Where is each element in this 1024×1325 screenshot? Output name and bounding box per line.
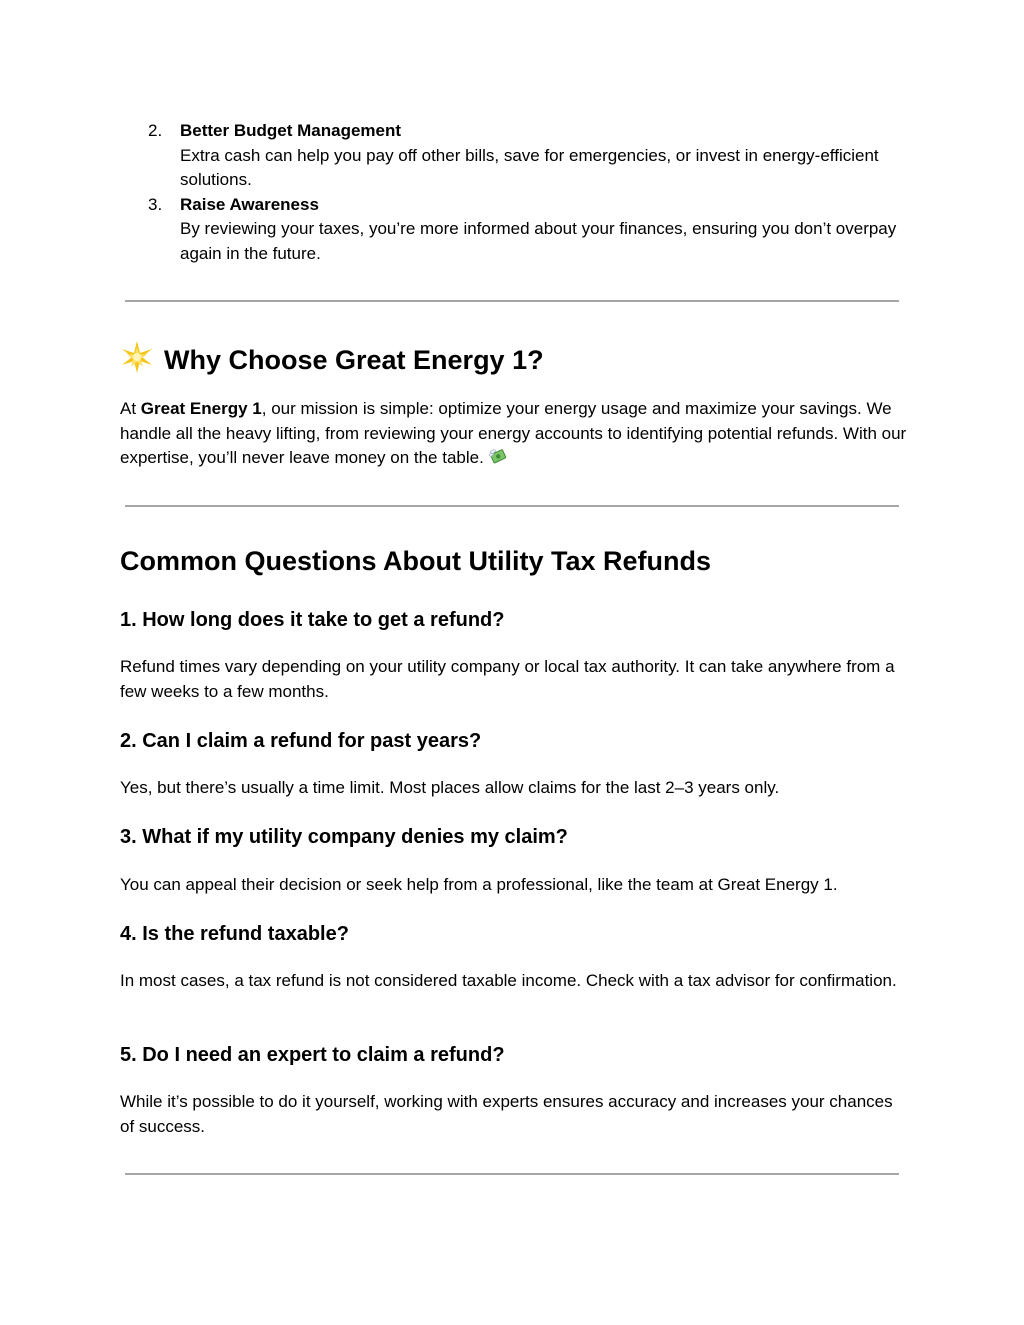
list-item [120, 119, 910, 193]
faq-answer: Yes, but there’s usually a time limit. Most places allow claims for the last 2–3 years only. [120, 778, 780, 797]
list-item-description: Extra cash can help you pay off other bills, save for emergencies, or invest in energy-efficient solutions. [180, 145, 879, 189]
list-item [120, 193, 910, 267]
why-choose-paragraph [120, 397, 910, 471]
faq-question: 2. Can I claim a refund for past years? [120, 730, 482, 752]
list-item-title: Raise Awareness [180, 194, 319, 214]
faq-question: 1. How long does it take to get a refund? [120, 609, 505, 631]
faq-answer: While it’s possible to do it yourself, working with experts ensures accuracy and increases your chances of success. [120, 1092, 893, 1136]
list-item-description: By reviewing your taxes, you’re more informed about your finances, ensuring you don’t overpay again in the future. [180, 219, 897, 263]
faq-heading: Common Questions About Utility Tax Refunds [120, 546, 712, 576]
company-name: Great Energy 1 [140, 399, 262, 418]
glowing-star-icon [120, 340, 154, 374]
list-item-number: 2. [148, 121, 163, 140]
why-choose-heading-text: Why Choose Great Energy 1? [164, 345, 544, 375]
list-item-number: 3. [148, 194, 163, 214]
intro-text: , our mission is simple: optimize your energy usage and maximize your savings. We handle all the heavy lifting, from reviewing your energy accounts to identifying potential refunds. With our expertise, you’ll never leave money on the table. [120, 399, 907, 467]
faq-answer: Refund times vary depending on your utility company or local tax authority. It can take anywhere from a few weeks to a few months. [120, 657, 895, 701]
horizontal-divider [125, 505, 899, 507]
faq-question: 3. What if my utility company denies my claim? [120, 826, 568, 848]
why-choose-heading [120, 340, 544, 376]
money-with-wings-icon [488, 446, 508, 466]
faq-answer: You can appeal their decision or seek help from a professional, like the team at Great Energy 1. [120, 875, 838, 894]
intro-prefix: At [120, 399, 141, 418]
faq-question: 4. Is the refund taxable? [120, 923, 349, 945]
faq-question: 5. Do I need an expert to claim a refund? [120, 1044, 505, 1066]
horizontal-divider [125, 1173, 899, 1175]
faq-answer: In most cases, a tax refund is not considered taxable income. Check with a tax advisor for confirmation. [120, 971, 897, 990]
list-item-title: Better Budget Management [180, 121, 402, 140]
horizontal-divider [125, 300, 899, 302]
benefits-list [120, 119, 910, 266]
